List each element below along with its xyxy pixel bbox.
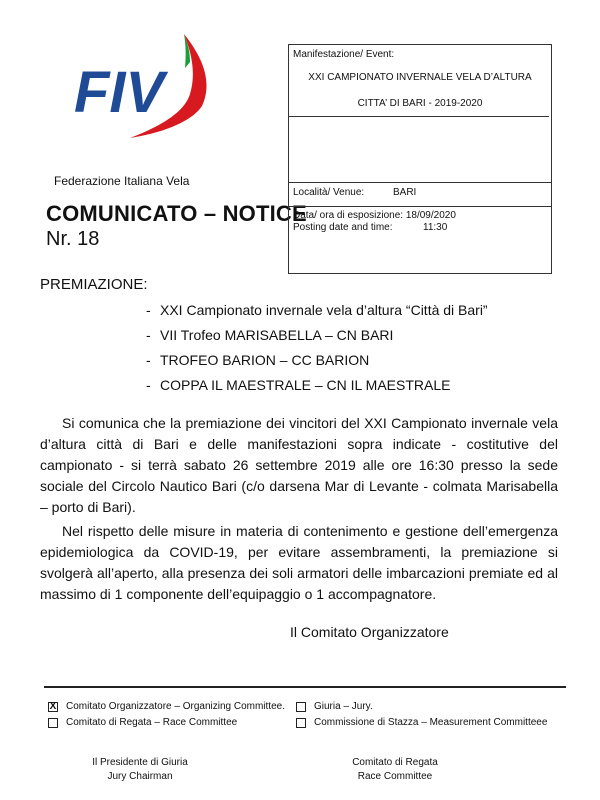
checkbox-organizing-committee[interactable] <box>48 701 285 712</box>
checkbox-measurement-committee[interactable] <box>296 717 547 728</box>
jury-chairman-signature-block <box>80 756 200 784</box>
checkbox-jury[interactable] <box>296 701 373 712</box>
event-label: Manifestazione/ Event: <box>293 49 395 60</box>
event-box-divider <box>289 182 551 183</box>
event-info-box <box>288 44 552 274</box>
list-item <box>146 352 369 368</box>
posting-date-label-en: Posting date and time: <box>293 222 393 233</box>
notice-number: Nr. 18 <box>46 228 100 250</box>
list-item <box>146 327 393 343</box>
checkbox-label: Comitato di Regata – Race Committee <box>66 717 238 728</box>
announcement-paragraph: Si comunica che la premiazione dei vincitori del XXI Campionato invernale vela d’altura città di Bari e delle manifestazioni sopra indicate - costitutive del campionato - si terrà sabato 26 settembre 2019 alle ore 16:30 presso la sede sociale del Circolo Nautico Bari (c/o darsena Mar di Levante - colmata Marisabella – porto di Bari). <box>40 415 558 515</box>
event-box-divider <box>289 116 549 117</box>
list-dash: - <box>146 327 151 343</box>
checkbox-label: Comitato Organizzatore – Organizing Committee. <box>66 701 285 712</box>
list-dash: - <box>146 352 151 368</box>
checkbox-checked-icon[interactable]: X <box>49 700 57 712</box>
list-item <box>146 377 450 393</box>
signature: Il Comitato Organizzatore <box>290 624 449 640</box>
fiv-logo-text: FIV <box>74 60 165 125</box>
section-title: PREMIAZIONE: <box>40 276 148 293</box>
checkbox-icon[interactable] <box>296 718 306 728</box>
covid-paragraph: Nel rispetto delle misure in materia di contenimento e gestione dell’emergenza epidemiologica da COVID-19, per evitare assembramenti, la premiazione si svolgerà all’aperto, alla presenza dei soli armatori delle imbarcazioni premiate ed al massimo di 1 componente dell’equipaggio o 1 accompagnatore. <box>40 523 558 602</box>
venue-value: BARI <box>393 187 417 198</box>
list-dash: - <box>146 302 151 318</box>
event-item-text: TROFEO BARION – CC BARION <box>160 352 370 368</box>
fiv-logo <box>72 32 222 144</box>
footer-divider <box>44 686 566 688</box>
event-name-line1: XXI CAMPIONATO INVERNALE VELA D’ALTURA <box>308 72 532 83</box>
checkbox-icon[interactable] <box>296 702 306 712</box>
event-item-text: COPPA IL MAESTRALE – CN IL MAESTRALE <box>160 377 451 393</box>
checkbox-label: Commissione di Stazza – Measurement Committeee <box>314 717 548 728</box>
race-committee-label-it: Comitato di Regata <box>352 757 438 768</box>
venue-label: Località/ Venue: <box>293 187 365 198</box>
event-name-line2: CITTA’ DI BARI - 2019-2020 <box>357 98 483 109</box>
event-item-text: VII Trofeo MARISABELLA – CN BARI <box>160 327 394 343</box>
race-committee-label-en: Race Committee <box>357 771 433 782</box>
checkbox-icon[interactable] <box>48 718 58 728</box>
notice-title: COMUNICATO – NOTICE <box>46 201 307 226</box>
event-box-divider <box>289 206 551 207</box>
event-item-text: XXI Campionato invernale vela d’altura “Città di Bari” <box>160 302 488 318</box>
list-item <box>146 302 488 318</box>
org-name: Federazione Italiana Vela <box>54 174 190 188</box>
jury-chairman-label-en: Jury Chairman <box>107 771 173 782</box>
posting-date-label: Data/ ora di esposizione: 18/09/2020 <box>293 210 456 221</box>
race-committee-signature-block <box>340 756 450 784</box>
posting-time: 11:30 <box>423 222 448 233</box>
list-dash: - <box>146 377 151 393</box>
checkbox-race-committee[interactable] <box>48 717 237 728</box>
checkbox-label: Giuria – Jury. <box>314 701 373 712</box>
jury-chairman-label-it: Il Presidente di Giuria <box>92 757 188 768</box>
